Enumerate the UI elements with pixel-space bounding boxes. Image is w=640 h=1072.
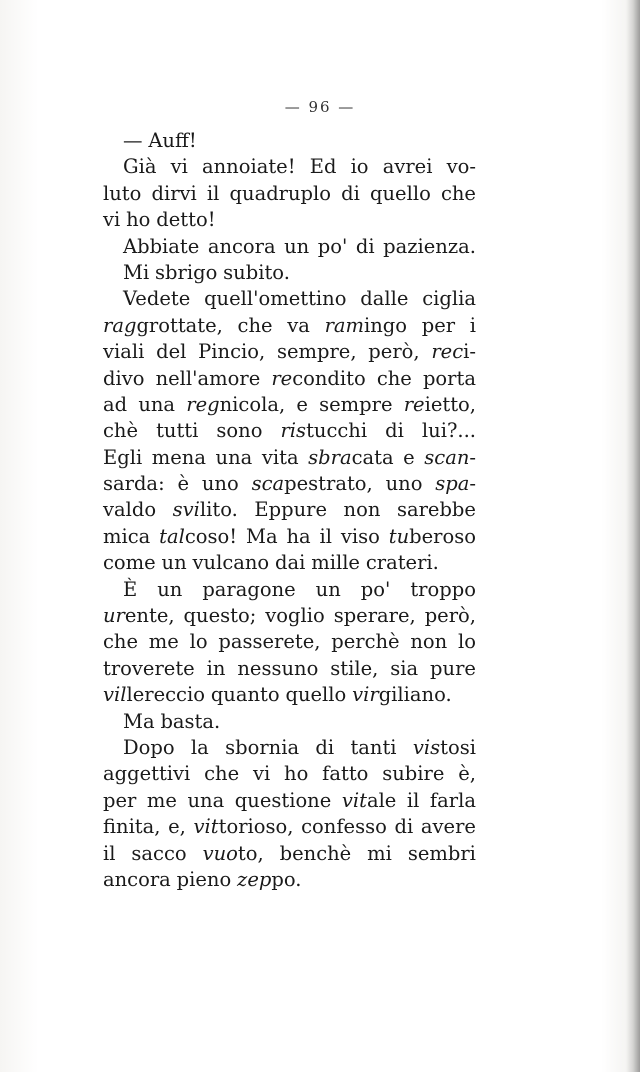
text-line: [103, 286, 476, 312]
word: ramingo: [324, 313, 408, 337]
text-line: [103, 313, 476, 339]
word: lo: [189, 630, 208, 654]
text-line: [103, 788, 476, 814]
word: vi: [103, 208, 121, 232]
word: voglio: [265, 604, 325, 628]
word: urente,: [103, 604, 175, 628]
text-line: [103, 867, 476, 893]
word: tuberoso: [388, 524, 476, 548]
word: troppo: [410, 577, 476, 601]
word: mi: [367, 841, 392, 865]
word: aggettivi: [103, 762, 191, 786]
text-line: [103, 550, 476, 576]
word: regnicola,: [186, 392, 286, 416]
word: mille: [311, 551, 360, 575]
word: perchè: [331, 630, 400, 654]
word: un: [161, 551, 187, 575]
word: fatto: [322, 762, 369, 786]
word: troverete: [103, 656, 195, 680]
text-line: [103, 392, 476, 418]
word: di: [315, 735, 335, 759]
word: di: [341, 181, 360, 205]
text-line: [103, 471, 476, 497]
word: —: [123, 129, 143, 152]
word: dai: [275, 551, 306, 575]
word: virgiliano.: [352, 683, 452, 707]
text-line: [103, 339, 476, 365]
word: benchè: [279, 841, 352, 865]
text-line: [103, 445, 476, 471]
word: viso: [340, 524, 380, 548]
word: viali: [103, 340, 145, 364]
word: quello: [285, 683, 347, 707]
word: vittorioso,: [193, 815, 294, 839]
word: vulcano: [192, 551, 270, 575]
word: di: [394, 815, 414, 839]
word: avrei: [382, 155, 433, 179]
word: lo: [457, 630, 476, 654]
text-line: [103, 418, 476, 444]
word: chè: [103, 419, 139, 443]
word: i: [469, 313, 476, 337]
word: il: [103, 841, 116, 865]
word: una: [215, 445, 253, 469]
word: mena: [151, 445, 206, 469]
word: e: [403, 445, 415, 469]
text-line: [103, 656, 476, 682]
word: il: [406, 788, 420, 812]
word: ho: [126, 208, 151, 232]
word: in: [206, 656, 226, 680]
word: pazienza.: [383, 234, 476, 258]
word: quell'omettino: [204, 287, 347, 311]
word: Eppure: [254, 498, 327, 522]
word: che: [237, 313, 273, 337]
text-line: [103, 207, 476, 233]
word: un: [157, 577, 183, 601]
page-spine-shadow: [626, 0, 640, 1072]
word: passerete,: [218, 630, 321, 654]
word: la: [190, 735, 209, 759]
word: un: [284, 234, 310, 258]
word: villereccio: [103, 683, 205, 707]
word: crateri.: [365, 551, 439, 575]
word: pure: [430, 656, 476, 680]
word: Pincio,: [198, 340, 266, 364]
word: porta: [422, 366, 476, 390]
word: dalle: [360, 287, 409, 311]
word: ad: [103, 392, 128, 416]
word: vistosi: [412, 735, 476, 759]
word: questione: [234, 788, 332, 812]
word: Vedete: [123, 287, 191, 311]
word: mica: [103, 524, 151, 548]
word: Mi: [123, 260, 150, 284]
word: sia: [390, 656, 419, 680]
word: po': [317, 234, 348, 258]
word: non: [410, 630, 448, 654]
word: ristucchi: [280, 419, 368, 443]
word: ho: [284, 762, 309, 786]
word: basta.: [160, 709, 221, 733]
word: una: [187, 788, 225, 812]
word: e,: [168, 815, 186, 839]
word: reci-: [431, 340, 476, 364]
word: detto!: [156, 208, 216, 232]
word: quadruplo: [229, 181, 332, 205]
text-line: [103, 682, 476, 708]
text-line: [103, 603, 476, 629]
word: nessuno: [237, 656, 319, 680]
word: ancora: [103, 867, 171, 891]
word: e: [296, 392, 308, 416]
word: paragone: [202, 577, 296, 601]
word: talcoso!: [159, 524, 238, 548]
word: po': [360, 577, 391, 601]
word: sarda:: [103, 472, 165, 496]
text-line: [103, 128, 476, 154]
word: un: [315, 577, 341, 601]
word: come: [103, 551, 156, 575]
word: Egli: [103, 445, 143, 469]
word: vi: [170, 155, 188, 179]
text-line: [103, 709, 476, 735]
word: sarebbe: [396, 498, 476, 522]
word: zeppo.: [237, 867, 302, 891]
word: lui?...: [421, 419, 476, 443]
word: vuoto,: [202, 841, 264, 865]
word: vi: [252, 762, 271, 786]
text-line: [103, 366, 476, 392]
word: non: [343, 498, 381, 522]
word: ciglia: [422, 287, 476, 311]
word: sperare,: [333, 604, 416, 628]
word: dirvi: [151, 181, 197, 205]
word: di: [355, 234, 375, 258]
word: vita: [261, 445, 299, 469]
word: me: [146, 788, 177, 812]
word: che: [103, 630, 139, 654]
word: il: [319, 524, 332, 548]
word: del: [156, 340, 187, 364]
word: per: [103, 788, 137, 812]
page-number: — 96 —: [284, 98, 356, 116]
text-line: [103, 497, 476, 523]
word: sempre: [319, 392, 393, 416]
word: quello: [370, 181, 431, 205]
word: Abbiate: [123, 234, 200, 258]
word: Già: [123, 155, 157, 179]
word: valdo: [103, 498, 157, 522]
word: vitale: [341, 788, 397, 812]
word: però,: [424, 604, 476, 628]
word: Dopo: [123, 735, 175, 759]
word: confesso: [301, 815, 387, 839]
word: finita,: [103, 815, 161, 839]
word: divo: [103, 366, 145, 390]
word: me: [148, 630, 179, 654]
word: sbornia: [225, 735, 300, 759]
word: Ma: [123, 709, 155, 733]
text-line: [103, 524, 476, 550]
text-line: [103, 629, 476, 655]
word: che: [376, 366, 412, 390]
word: nell'amore: [155, 366, 261, 390]
word: Ed: [309, 155, 337, 179]
word: raggrottate,: [103, 313, 223, 337]
word: sono: [216, 419, 263, 443]
word: sbrigo: [155, 260, 218, 284]
word: va: [287, 313, 310, 337]
word: sempre,: [276, 340, 357, 364]
word: di: [385, 419, 404, 443]
word: farla: [429, 788, 476, 812]
text-line: [103, 181, 476, 207]
body-text: [103, 128, 476, 893]
word: annoiate!: [202, 155, 296, 179]
word: avere: [420, 815, 476, 839]
word: per: [421, 313, 456, 337]
word: uno: [385, 472, 423, 496]
word: sbracata: [308, 445, 394, 469]
word: una: [138, 392, 176, 416]
word: reietto,: [403, 392, 476, 416]
word: È: [123, 577, 138, 601]
word: Auff!: [148, 129, 197, 152]
word: questo;: [183, 604, 257, 628]
word: subito.: [223, 260, 290, 284]
word: il: [206, 181, 220, 205]
word: subire: [382, 762, 445, 786]
text-line: [103, 735, 476, 761]
word: è: [177, 472, 190, 496]
word: ha: [286, 524, 311, 548]
text-line: [103, 234, 476, 260]
text-line: [103, 154, 476, 180]
text-line: [103, 841, 476, 867]
word: sembri: [407, 841, 476, 865]
word: scan-: [424, 445, 476, 469]
word: quanto: [210, 683, 280, 707]
word: uno: [201, 472, 239, 496]
word: ancora: [207, 234, 276, 258]
text-line: [103, 814, 476, 840]
word: stile,: [330, 656, 379, 680]
word: però,: [368, 340, 420, 364]
word: recondito: [271, 366, 366, 390]
text-line: [103, 260, 476, 286]
text-line: [103, 761, 476, 787]
word: che: [440, 181, 476, 205]
word: luto: [103, 181, 142, 205]
word: che: [204, 762, 240, 786]
word: pieno: [176, 867, 232, 891]
word: tutti: [156, 419, 199, 443]
word: è,: [458, 762, 476, 786]
word: io: [350, 155, 369, 179]
word: Ma: [245, 524, 278, 548]
word: sacco: [131, 841, 187, 865]
text-line: [103, 577, 476, 603]
word: scapestrato,: [251, 472, 373, 496]
word: svilito.: [172, 498, 238, 522]
word: spa-: [435, 472, 476, 496]
word: tanti: [350, 735, 397, 759]
word: vo-: [446, 155, 476, 179]
